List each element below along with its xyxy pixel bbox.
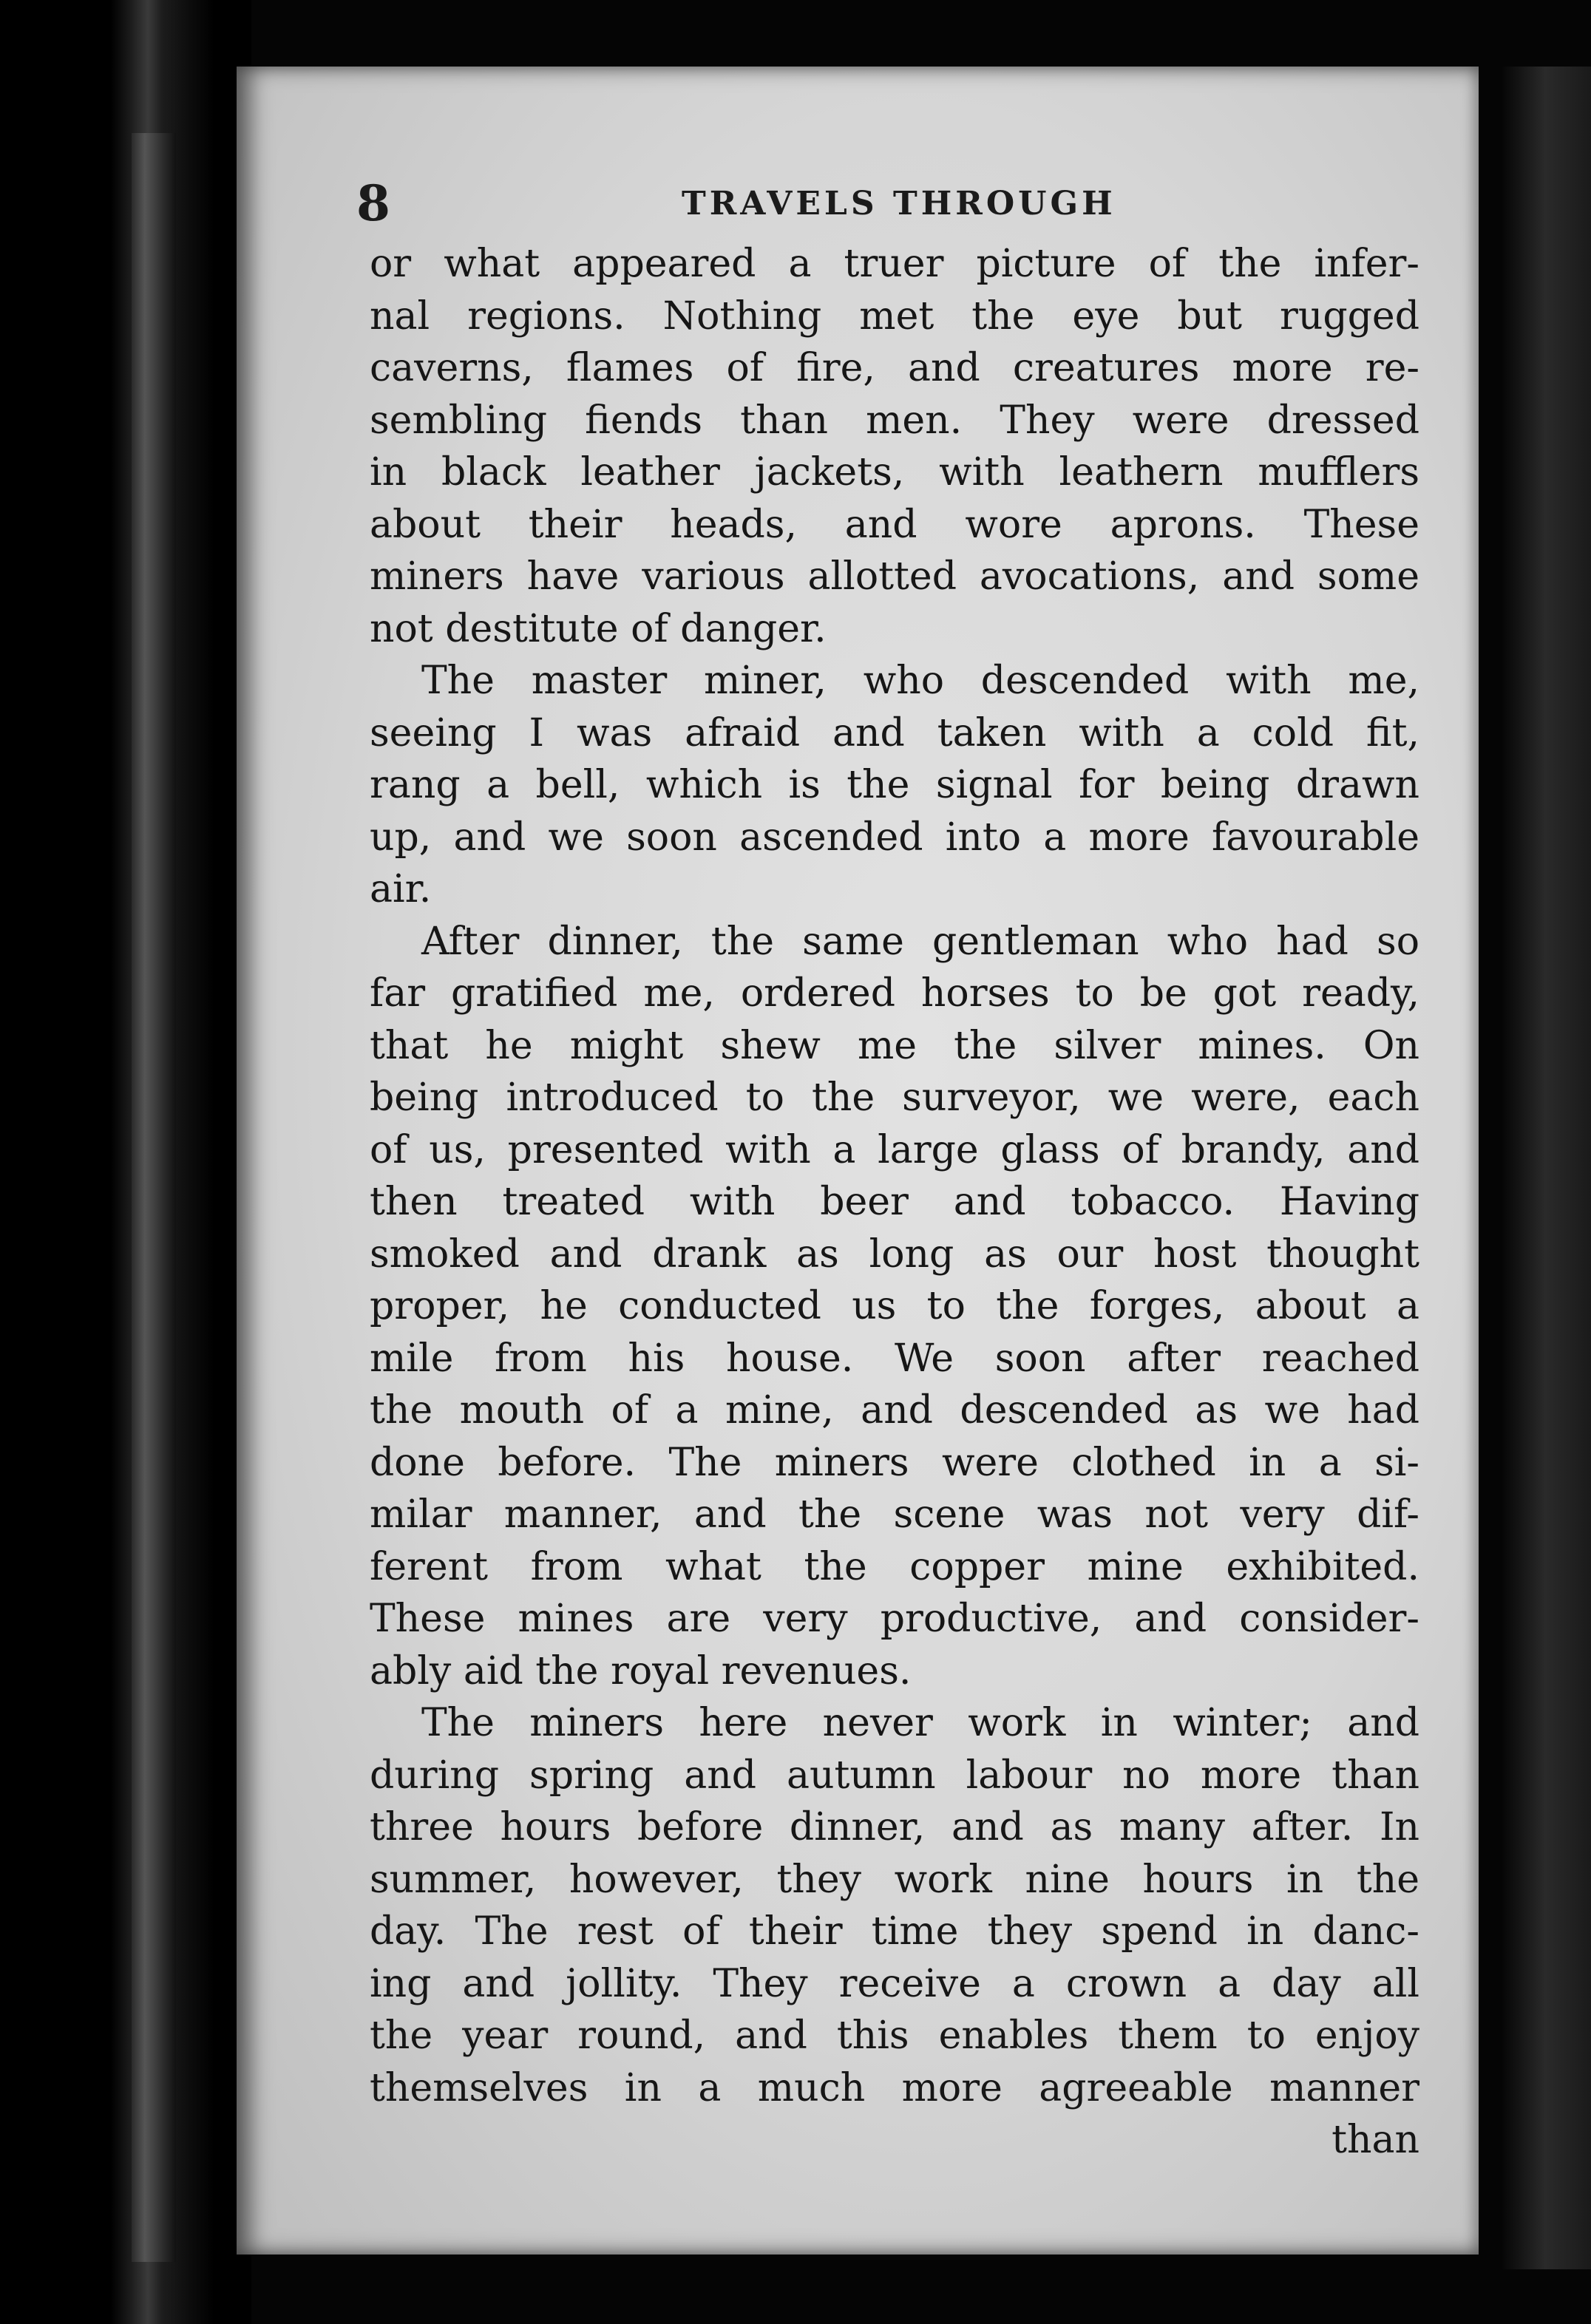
binding-strip [132,133,176,2262]
text-line: the year round, and this enables them to enjoy [370,2014,1419,2058]
text-line: three hours before dinner, and as many after. In [370,1805,1419,1849]
text-line: ferent from what the copper mine exhibited. [370,1544,1419,1589]
text-line: up, and we soon ascended into a more favourable [370,815,1419,860]
running-head [356,174,1406,232]
text-line: seeing I was afraid and taken with a cold fit, [370,710,1419,755]
book-gutter [0,0,251,2324]
next-page-edge [1501,67,1591,2269]
text-line: smoked and drank as long as our host thought [370,1231,1419,1277]
text-line: After dinner, the same gentleman who had so [421,919,1419,964]
text-line: milar manner, and the scene was not very dif- [370,1492,1419,1537]
book-page [237,67,1479,2255]
text-line: done before. The miners were clothed in a si- [370,1440,1419,1485]
text-line: air. [370,867,432,911]
text-line: far gratified me, ordered horses to be got ready, [370,971,1419,1016]
text-line: The miners here never work in winter; and [421,1701,1419,1745]
page-number: 8 [356,174,390,232]
text-line: not destitute of danger. [370,606,827,651]
text-line: rang a bell, which is the signal for being drawn [370,763,1419,807]
text-line: themselves in a much more agreeable manner [370,2065,1419,2110]
text-line: than [1332,2118,1419,2162]
running-title: TRAVELS THROUGH [682,185,1116,222]
text-line: summer, however, they work nine hours in the [370,1857,1419,1902]
page-body-text [370,238,1419,2167]
text-line: proper, he conducted us to the forges, about a [370,1284,1419,1328]
text-line: ably aid the royal revenues. [370,1648,912,1693]
text-line: about their heads, and wore aprons. These [370,502,1419,547]
text-line: miners have various allotted avocations, and some [370,554,1419,599]
text-line: that he might shew me the silver mines. On [370,1023,1419,1068]
text-line: ing and jollity. They receive a crown a day all [370,1961,1419,2006]
text-line: caverns, flames of fire, and creatures more re- [370,346,1419,390]
gutter-rule [222,118,229,2262]
text-line: in black leather jackets, with leathern mufflers [370,450,1419,495]
text-line: nal regions. Nothing met the eye but rugged [370,293,1419,339]
text-line: These mines are very productive, and consider- [370,1597,1419,1641]
text-line: The master miner, who descended with me, [421,659,1419,703]
text-line: being introduced to the surveyor, we were, each [370,1076,1419,1120]
text-line: of us, presented with a large glass of brandy, and [370,1127,1419,1172]
text-line: mile from his house. We soon after reached [370,1336,1419,1381]
text-line: day. The rest of their time they spend in danc- [370,1909,1419,1954]
text-line: during spring and autumn labour no more than [370,1753,1419,1798]
text-line: then treated with beer and tobacco. Having [370,1180,1419,1224]
text-line: sembling fiends than men. They were dressed [370,398,1419,443]
text-line: the mouth of a mine, and descended as we had [370,1388,1419,1433]
text-line: or what appeared a truer picture of the infer- [370,242,1419,286]
